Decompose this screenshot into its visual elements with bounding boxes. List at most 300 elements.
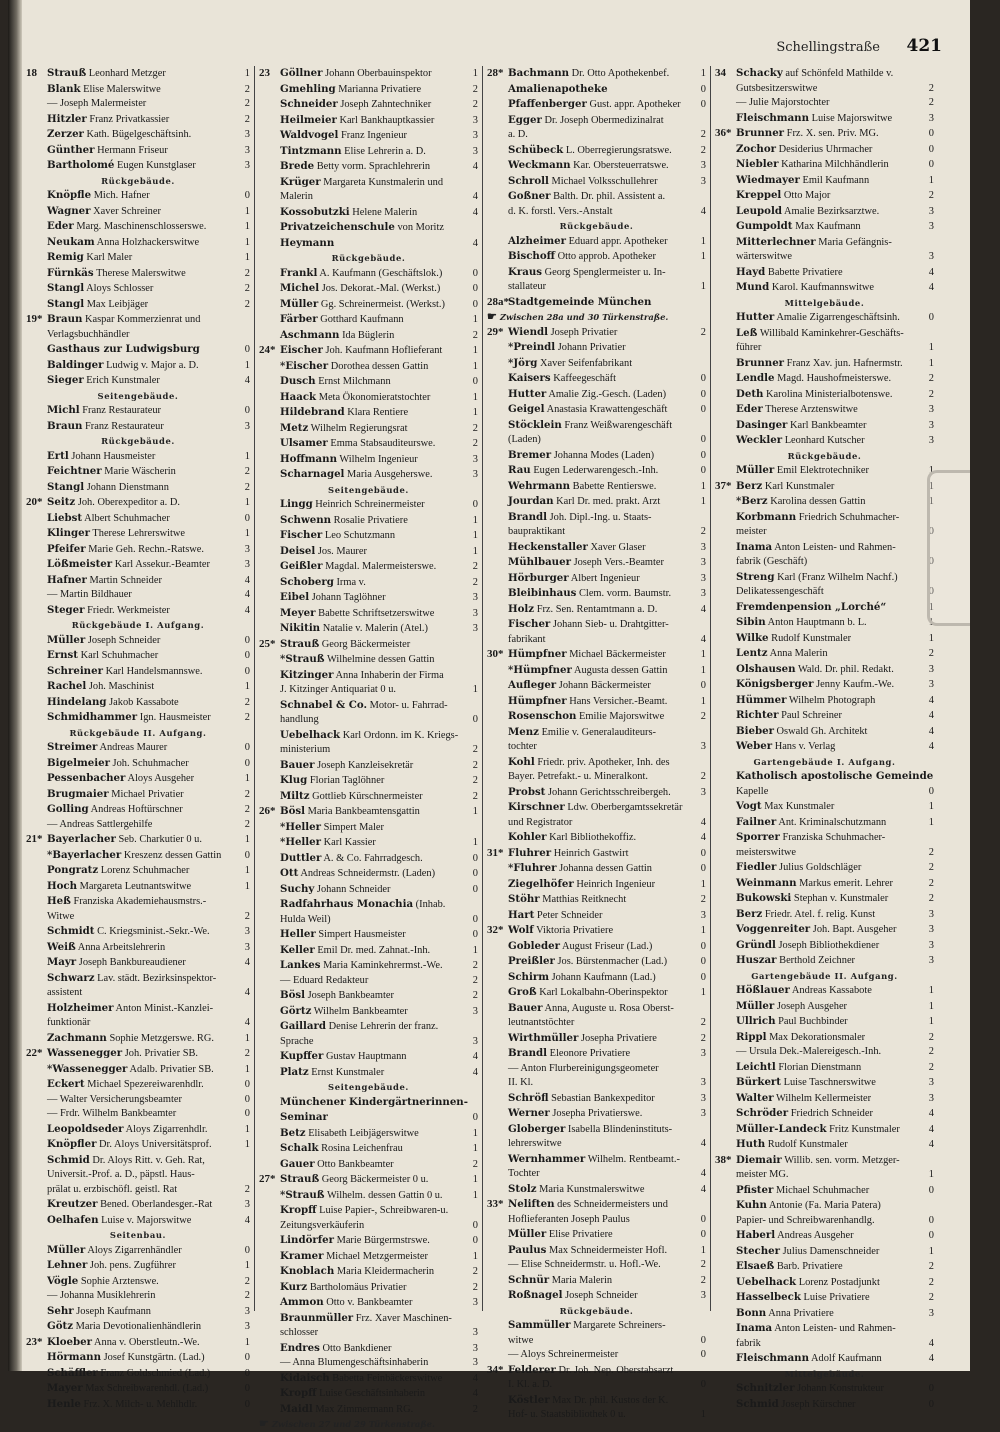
directory-entry: [259, 713, 478, 728]
floor-number: 2: [472, 422, 478, 434]
resident-name: Deth: [736, 387, 764, 400]
resident-name: Rau: [508, 464, 531, 476]
entry-text: [280, 1203, 478, 1219]
floor-number: 3: [928, 939, 934, 951]
resident-name: Lindörfer: [280, 1234, 334, 1246]
floor-number: 2: [472, 1266, 478, 1277]
occupation-text: Marie Wäscherin: [104, 466, 176, 477]
floor-number: 2: [472, 329, 478, 341]
resident-name: Hitzler: [47, 112, 87, 125]
occupation-text: Wilhelm Ingenieur: [339, 453, 418, 465]
directory-entry: [259, 1371, 478, 1387]
occupation-text: und Registrator: [508, 816, 573, 828]
directory-entry: [487, 1062, 706, 1077]
directory-entry: [26, 1213, 250, 1229]
occupation-text: Betty vorm. Sprachlehrerin: [316, 161, 431, 172]
entry-text: [508, 525, 698, 540]
entry-text: [736, 1106, 926, 1122]
resident-name: Günther: [47, 143, 95, 156]
occupation-text: Karl Dr. med. prakt. Arzt: [556, 496, 661, 507]
entry-text: [280, 927, 470, 943]
entry-text: [736, 1122, 926, 1138]
entry-text: [280, 159, 470, 175]
floor-number: 0: [928, 1230, 934, 1241]
occupation-text: Magdal. Malermeisterswe.: [325, 561, 437, 572]
entry-text: [736, 126, 926, 142]
directory-entry: [715, 96, 934, 111]
occupation-text: Julius Damenschneider: [782, 1245, 880, 1257]
resident-name: Nikitin: [280, 622, 321, 634]
floor-number: 0: [700, 1349, 706, 1360]
floor-number: 3: [472, 1035, 478, 1047]
directory-entry: [487, 280, 706, 295]
entry-text: [508, 800, 706, 816]
floor-number: 1: [700, 695, 706, 707]
floor-number: 1: [244, 1139, 250, 1150]
entry-text: [280, 1326, 470, 1341]
resident-name: Fischer: [280, 529, 323, 541]
resident-name: Menz: [508, 725, 539, 738]
directory-entry: [487, 1408, 706, 1423]
entry-text: [508, 755, 706, 771]
directory-entry: [259, 405, 478, 421]
entry-text: [47, 1289, 242, 1304]
directory-entry: [715, 250, 934, 265]
section-heading: Seitenbau.: [109, 1230, 167, 1240]
page-number: 421: [906, 36, 942, 56]
floor-number: 0: [472, 913, 478, 925]
occupation-text: Anna Holzhackerswitwe: [96, 236, 200, 248]
entry-text: [508, 97, 698, 113]
directory-entry: [715, 66, 934, 82]
resident-name: Egger: [508, 113, 542, 126]
occupation-text: Simpert Maler: [323, 821, 384, 833]
entry-text: [47, 879, 242, 895]
entry-text: [280, 467, 470, 483]
resident-name: Görtz: [280, 1004, 312, 1017]
directory-entry: [715, 830, 934, 846]
occupation-text: Eugen Lederwarengesch.-Inh.: [533, 465, 659, 476]
directory-entry: [715, 1106, 934, 1122]
resident-name: Schwarz: [47, 971, 95, 984]
floor-number: 1: [928, 342, 934, 353]
directory-entry: [715, 326, 934, 342]
resident-name: Rosenschon: [508, 710, 577, 722]
directory-entry: [487, 1167, 706, 1182]
floor-number: 4: [700, 633, 706, 645]
entry-text: [508, 694, 698, 710]
resident-name: Waldvogel: [280, 129, 339, 141]
floor-number: 1: [244, 865, 250, 876]
floor-number: 0: [700, 465, 706, 476]
entry-text: [280, 758, 470, 774]
floor-number: 0: [700, 940, 706, 952]
entry-text: [736, 922, 926, 938]
occupation-text: Adolf Kaufmann: [811, 1353, 882, 1364]
floor-number: 1: [700, 878, 706, 890]
entry-text: [508, 463, 698, 479]
resident-name: *Heller: [280, 820, 322, 833]
running-title: Schellingstraße: [776, 40, 880, 55]
entry-text: [280, 266, 470, 282]
floor-number: 3: [928, 435, 934, 446]
directory-entry: [259, 1356, 478, 1371]
occupation-text: Karl Kunstmaler: [764, 480, 835, 492]
occupation-text: Joseph Ausgeher: [776, 1000, 848, 1012]
resident-name: Stöcklein: [508, 418, 562, 431]
occupation-text: Meta Ökonomieratstochter: [318, 391, 431, 403]
floor-number: 1: [244, 1336, 250, 1348]
resident-name: Frankl: [280, 266, 318, 279]
resident-name: Weckler: [736, 434, 783, 446]
directory-entry: [487, 939, 706, 955]
directory-entry: [259, 621, 478, 637]
directory-entry: [26, 832, 250, 848]
entry-text: [280, 1095, 478, 1111]
occupation-text: Max Dr. phil. Kustos der K.: [552, 1394, 669, 1406]
directory-entry: [259, 1280, 478, 1296]
occupation-text: Johanna Modes (Laden): [553, 449, 655, 461]
floor-number: 0: [700, 1229, 706, 1240]
directory-entry: [715, 126, 934, 142]
resident-name: Pfeifer: [47, 542, 86, 555]
floor-number: 1: [928, 617, 934, 628]
resident-name: Strauß: [280, 637, 320, 650]
entry-text: [47, 648, 242, 664]
entry-text: [508, 433, 698, 448]
floor-number: 3: [472, 469, 478, 480]
floor-number: 1: [244, 497, 250, 508]
entry-text: [47, 1031, 242, 1047]
directory-entry: [715, 433, 934, 449]
directory-columns: [26, 66, 938, 1430]
entry-text: [47, 1366, 242, 1382]
floor-number: 3: [928, 1077, 934, 1088]
resident-name: Schübeck: [508, 143, 564, 156]
occupation-text: Friedrich Schuhmacher-: [798, 511, 900, 523]
entry-text: [508, 325, 698, 341]
directory-entry: [487, 1106, 706, 1122]
directory-entry: [715, 525, 934, 540]
floor-number: 3: [700, 1077, 706, 1088]
resident-name: Streimer: [47, 741, 98, 753]
entry-text: [280, 1157, 470, 1173]
floor-number: 1: [244, 450, 250, 462]
entry-text: [508, 280, 698, 295]
resident-name: Stadtgemeinde München: [508, 295, 652, 308]
directory-entry: [487, 1122, 706, 1138]
floor-number: 1: [244, 1032, 250, 1044]
directory-entry: [259, 590, 478, 606]
directory-entry: [26, 633, 250, 649]
occupation-text: Karl Ordonn. im K. Kriegs-: [342, 729, 459, 741]
entry-text: [280, 1049, 470, 1065]
entry-text: [280, 1172, 470, 1188]
entry-text: [280, 559, 470, 575]
occupation-text: Michael Metzgermeister: [326, 1250, 428, 1262]
directory-entry: [487, 954, 706, 970]
cross-reference-note: [259, 1417, 478, 1432]
directory-entry: [26, 787, 250, 803]
floor-number: 3: [244, 160, 250, 171]
house-number: 21*: [26, 833, 43, 845]
resident-name: Liebst: [47, 511, 83, 524]
floor-number: 3: [244, 1321, 250, 1332]
directory-entry: [259, 866, 478, 882]
occupation-text: fabrik: [736, 1337, 761, 1349]
directory-entry: [715, 142, 934, 158]
floor-number: 2: [244, 788, 250, 800]
entry-text: [736, 938, 926, 954]
occupation-text: Karol. Kaufmannswitwe: [771, 282, 874, 293]
directory-entry: [26, 480, 250, 496]
section-heading: Rückgebäude.: [101, 436, 175, 446]
directory-entry: [487, 525, 706, 540]
resident-name: Brede: [280, 160, 315, 172]
occupation-text: Sprache: [280, 1035, 314, 1047]
occupation-text: Anna Privatiere: [768, 1307, 834, 1319]
directory-entry: [487, 586, 706, 602]
resident-name: Bayerlacher: [47, 833, 116, 845]
occupation-text: funktionär: [47, 1017, 91, 1028]
occupation-text: Heinrich Ingenieur: [576, 878, 656, 890]
cross-reference-note: [487, 310, 706, 325]
directory-entry: [487, 740, 706, 755]
resident-name: Vögle: [47, 1274, 79, 1287]
floor-number: 2: [244, 283, 250, 294]
occupation-text: Hans v. Verlag: [774, 741, 836, 752]
resident-name: Zerzer: [47, 128, 84, 140]
occupation-text: Anna, Auguste u. Rosa Oberst-: [544, 1002, 674, 1014]
resident-name: Schacky: [736, 67, 783, 79]
entry-text: [47, 1397, 242, 1413]
floor-number: 2: [472, 1158, 478, 1170]
directory-entry: [487, 97, 706, 113]
occupation-text: Joseph Zahntechniker: [340, 99, 432, 110]
occupation-text: Joh. Kaufmann Hoflieferant: [325, 345, 443, 356]
resident-name: Heilmeier: [280, 113, 337, 126]
occupation-text: Joseph Kanzleisekretär: [317, 759, 414, 771]
directory-entry: [487, 340, 706, 356]
floor-number: 1: [700, 1244, 706, 1256]
directory-entry: [487, 785, 706, 801]
entry-text: [47, 82, 242, 98]
occupation-text: Johann Konstrukteur: [797, 1383, 884, 1394]
directory-entry: [26, 97, 250, 112]
occupation-text: Marie Bürgermstrswe.: [336, 1235, 430, 1246]
occupation-text: Amalie Zig.-Gesch. (Laden): [548, 388, 667, 400]
directory-entry: [487, 1016, 706, 1031]
floor-number: 0: [244, 1079, 250, 1090]
occupation-text: Witwe: [47, 910, 75, 922]
floor-number: 4: [928, 282, 934, 293]
entry-text: [508, 1378, 698, 1393]
resident-name: Hörburger: [508, 571, 569, 584]
directory-entry: [715, 235, 934, 251]
entry-text: [508, 740, 698, 755]
directory-entry: [487, 128, 706, 143]
directory-entry: [26, 235, 250, 251]
directory-entry: [487, 295, 706, 311]
entry-text: [736, 1183, 926, 1199]
floor-number: 1: [700, 987, 706, 998]
entry-text: [47, 1137, 242, 1153]
entry-text: [47, 695, 242, 711]
entry-text: [280, 1249, 470, 1265]
occupation-text: — Anna Blumengeschäftsinhaberin: [280, 1357, 429, 1368]
floor-number: 2: [244, 696, 250, 708]
house-number: 33*: [487, 1198, 504, 1210]
occupation-text: — Anton Flurbereinigungsgeometer: [508, 1062, 659, 1074]
floor-number: 3: [244, 144, 250, 156]
occupation-text: Bened. Oberlandesger.-Rat: [100, 1199, 213, 1210]
entry-text: [508, 586, 698, 602]
entry-text: [736, 1275, 926, 1291]
entry-text: [736, 785, 926, 800]
entry-text: [280, 190, 470, 205]
entry-text: [47, 1001, 250, 1017]
entry-text: [47, 802, 242, 818]
occupation-text: Frz. Sen. Rentamtmann a. D.: [536, 603, 658, 615]
directory-entry: [487, 1393, 706, 1409]
entry-text: [508, 371, 698, 387]
floor-number: 0: [472, 852, 478, 864]
entry-text: [508, 158, 698, 174]
directory-entry: [259, 728, 478, 744]
directory-entry: [26, 158, 250, 174]
occupation-text: Dr. Joseph Obermedizinalrat: [544, 114, 664, 126]
entry-text: [508, 265, 706, 281]
occupation-text: Andreas Ausgeher: [777, 1230, 854, 1241]
entry-text: [280, 590, 470, 606]
occupation-text: Friedr. priv. Apotheker, Inh. des: [537, 756, 670, 768]
occupation-text: Luise Papier-, Schreibwaren-u.: [319, 1205, 449, 1216]
floor-number: 3: [700, 786, 706, 798]
occupation-text: Johann Privatier: [557, 342, 626, 353]
entry-text: [508, 387, 698, 403]
entry-text: [508, 1227, 698, 1243]
occupation-text: Elise Privatiere: [548, 1229, 613, 1240]
floor-number: 0: [700, 449, 706, 461]
floor-number: 0: [244, 757, 250, 769]
directory-entry: [26, 1397, 250, 1413]
directory-entry: [487, 908, 706, 924]
resident-name: Jourdan: [508, 495, 554, 507]
floor-number: 0: [928, 159, 934, 170]
directory-entry: [26, 986, 250, 1001]
resident-name: Berz: [736, 907, 763, 920]
occupation-text: Marianna Privatiere: [338, 83, 422, 95]
resident-name: Kupffer: [280, 1050, 324, 1062]
floor-number: 1: [700, 251, 706, 262]
directory-entry: [259, 958, 478, 974]
section-heading: Rückgebäude.: [787, 450, 862, 461]
entry-text: [280, 637, 478, 653]
directory-entry: [715, 1045, 934, 1060]
directory-entry: [259, 97, 478, 113]
entry-text: [736, 1259, 926, 1275]
directory-entry: [715, 173, 934, 189]
directory-entry: [259, 1233, 478, 1249]
occupation-text: Wilhelmine dessen Gattin: [326, 654, 435, 665]
occupation-text: Willibald Kaminkehrer-Geschäfts-: [759, 327, 904, 339]
resident-name: Walter: [736, 1091, 774, 1104]
directory-entry: [715, 1337, 934, 1352]
occupation-text: Ldw. Oberbergamtssekretär: [567, 802, 683, 813]
directory-entry: [26, 818, 250, 833]
directory-entry: [259, 528, 478, 544]
directory-entry: [26, 1107, 250, 1122]
floor-number: 2: [244, 910, 250, 922]
entry-text: [508, 1408, 698, 1423]
directory-entry: [26, 1077, 250, 1093]
directory-entry: [715, 280, 934, 296]
directory-entry: [487, 1137, 706, 1152]
floor-number: 3: [700, 1290, 706, 1301]
occupation-text: Maria Devotionalienhändlerin: [75, 1321, 202, 1332]
occupation-text: Franziska Akademiehausmstrs.-: [73, 896, 207, 907]
floor-number: 0: [244, 742, 250, 753]
floor-number: 3: [700, 909, 706, 921]
floor-number: 2: [472, 83, 478, 95]
directory-entry: [26, 82, 250, 98]
entry-text: [47, 771, 242, 787]
occupation-text: Aloys Zigarrenhdlr.: [125, 1123, 208, 1135]
directory-entry: [487, 1152, 706, 1168]
occupation-text: Emil Kaufmann: [802, 174, 870, 186]
resident-name: Bauer: [280, 758, 315, 771]
occupation-text: C. Kriegsminist.-Sekr.-We.: [97, 926, 210, 937]
resident-name: Vogt: [736, 800, 762, 812]
resident-name: Holzheimer: [47, 1001, 114, 1014]
directory-entry: [487, 1091, 706, 1107]
floor-number: 1: [472, 545, 478, 557]
resident-name: Kaisers: [508, 372, 551, 384]
directory-entry: [715, 708, 934, 724]
directory-entry: [259, 1311, 478, 1327]
directory-entry: [259, 1049, 478, 1065]
directory-entry: [26, 695, 250, 711]
floor-number: 3: [472, 1005, 478, 1017]
resident-name: Privatzeichenschule: [280, 221, 395, 233]
directory-entry: [259, 1264, 478, 1280]
occupation-text: Andreas Maurer: [99, 742, 168, 753]
directory-entry: [487, 387, 706, 403]
directory-entry: [715, 555, 934, 570]
occupation-text: Anton Leisten- und Rahmen-: [774, 1323, 896, 1334]
occupation-text: Eleonore Privatiere: [549, 1048, 631, 1059]
directory-entry: [487, 205, 706, 220]
entry-text: [736, 1060, 926, 1076]
occupation-text: Luise Majorswitwe: [811, 112, 893, 124]
occupation-text: Wilhelm. Rentbeamt.-: [587, 1153, 680, 1165]
entry-text: [736, 983, 926, 999]
floor-number: 3: [928, 679, 934, 690]
directory-entry: [26, 879, 250, 895]
floor-number: 2: [928, 388, 934, 400]
occupation-text: Michael Schuhmacher: [775, 1184, 870, 1196]
resident-name: Scharnagel: [280, 468, 345, 480]
floor-number: 1: [244, 205, 250, 217]
floor-number: 1: [244, 252, 250, 263]
occupation-text: — Johanna Musiklehrerin: [47, 1290, 156, 1301]
occupation-text: ministerium: [280, 744, 331, 755]
resident-name: Müller: [47, 633, 86, 646]
floor-number: 0: [928, 143, 934, 155]
occupation-text: schlosser: [280, 1327, 319, 1338]
occupation-text: Clem. vorm. Baumstr.: [579, 588, 672, 599]
resident-name: Hümpfner: [508, 694, 567, 707]
